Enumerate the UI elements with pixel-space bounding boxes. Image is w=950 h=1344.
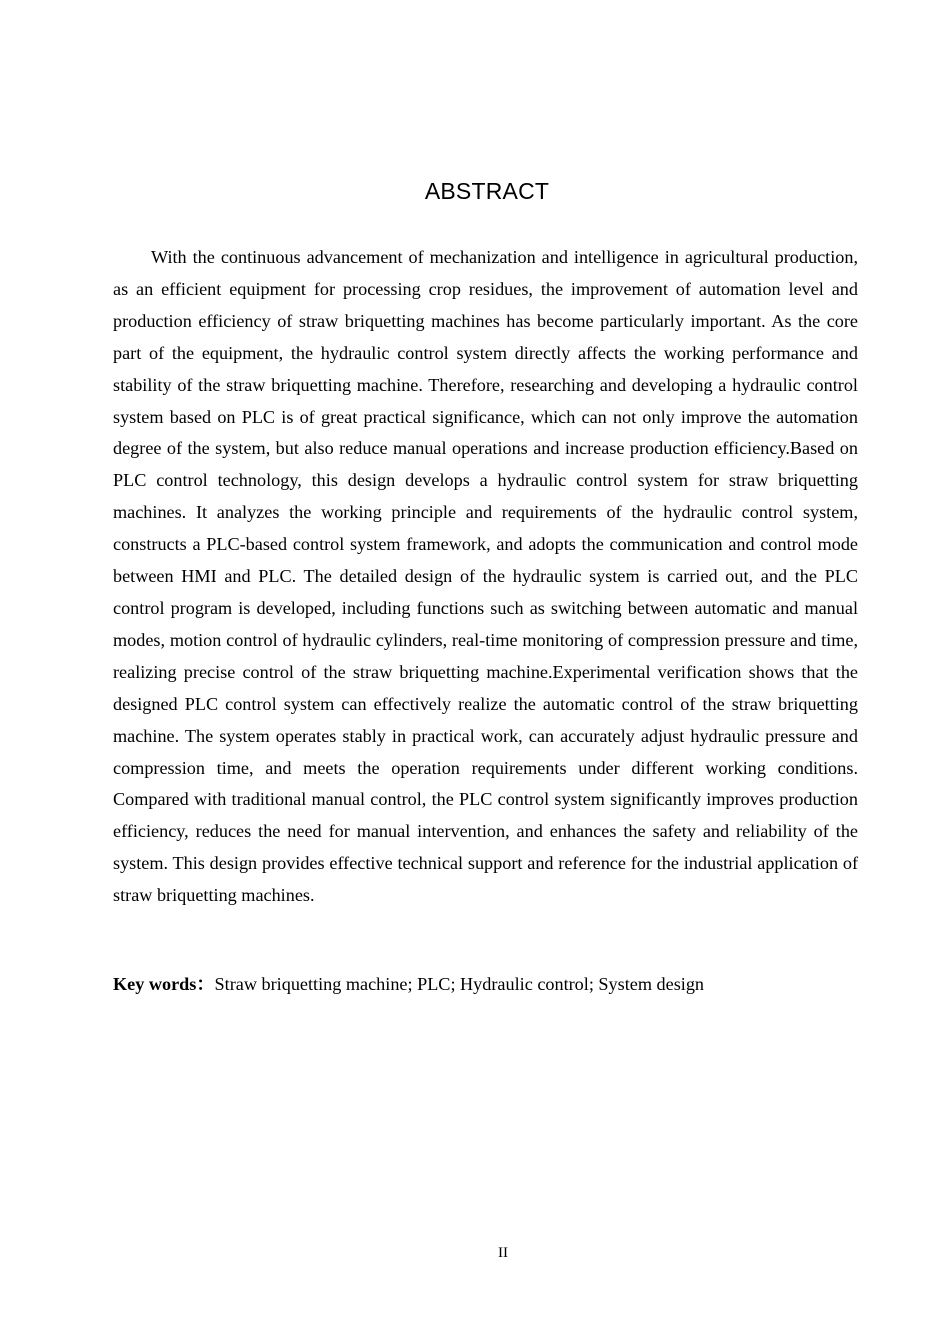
abstract-title: ABSTRACT xyxy=(424,178,550,204)
abstract-body: With the continuous advancement of mechanization and intelligence in agricultural production, as an efficient equipment for processing crop residues, the improvement of automation level and production efficiency of straw briquetting machines has become particularly important. As the core part of the equipment, the hydraulic control system directly affects the working performance and stability of the straw briquetting machine. Therefore, researching and developing a hydraulic control system based on PLC is of great practical significance, which can not only improve the automation degree of the system, but also reduce manual operations and increase production efficiency.Based on PLC control technology, this design develops a hydraulic control system for straw briquetting machines. It analyzes the working principle and requirements of the hydraulic control system, constructs a PLC-based control system framework, and adopts the communication and control mode between HMI and PLC. The detailed design of the hydraulic system is carried out, and the PLC control program is developed, including functions such as switching between automatic and manual modes, motion control of hydraulic cylinders, real-time monitoring of compression pressure and time, realizing precise control of the straw briquetting machine.Experimental verification shows that the designed PLC control system can effectively realize the automatic control of the straw briquetting machine. The system operates stably in practical work, can accurately adjust hydraulic pressure and compression time, and meets the operation requirements under different working conditions. Compared with traditional manual control, the PLC control system significantly improves production efficiency, reduces the need for manual intervention, and enhances the safety and reliability of the system. This design provides effective technical support and reference for the industrial application of straw briquetting machines. xyxy=(113,247,858,906)
keywords-label: Key words： xyxy=(113,974,215,994)
keywords-line xyxy=(113,969,858,1001)
keywords-text: Straw briquetting machine; PLC; Hydraulic control; System design xyxy=(214,974,705,994)
page-number: II xyxy=(498,1245,508,1261)
